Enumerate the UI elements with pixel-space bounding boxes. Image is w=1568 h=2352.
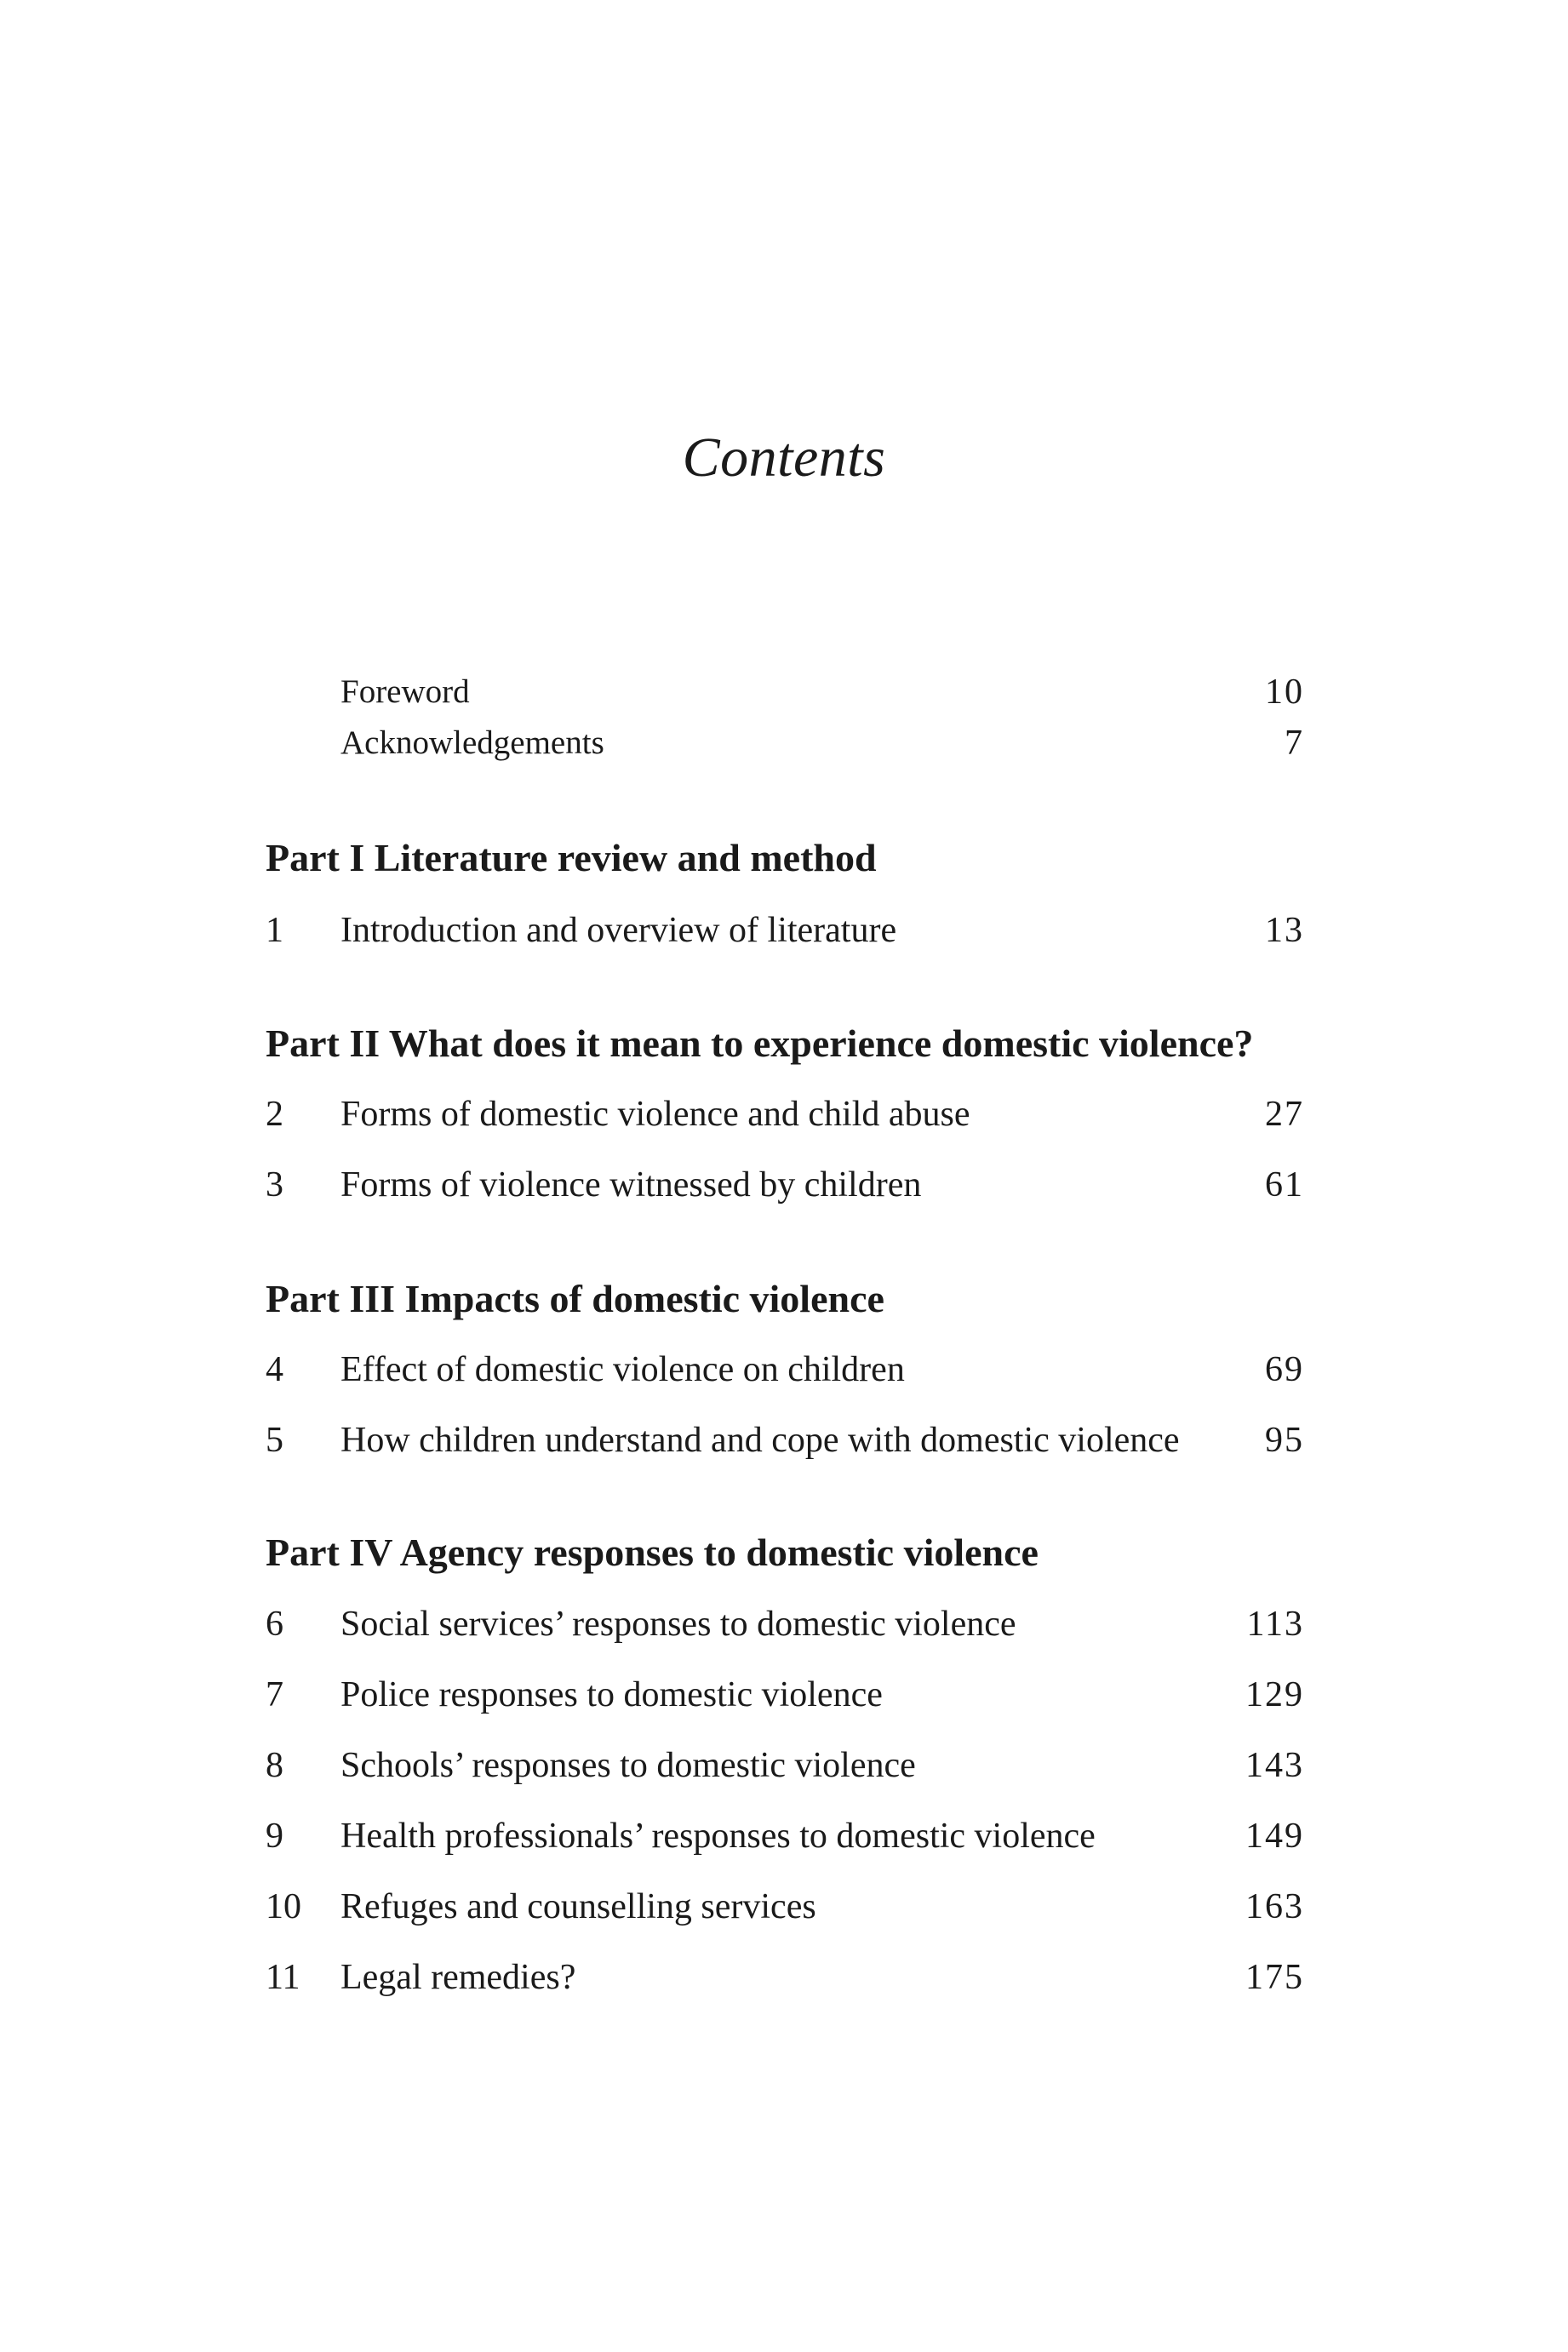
toc-entry-page: 69 [1265,1350,1304,1389]
part-heading-1: Part I Literature review and method [266,836,877,879]
toc-entry-acknowledgements[interactable] [266,718,1304,769]
toc-entry-label: How children understand and cope with domestic violence [340,1421,1180,1460]
toc-entry-page: 95 [1265,1421,1304,1460]
toc-entry-label: Police responses to domestic violence [340,1675,883,1714]
toc-entry-label: Social services’ responses to domestic violence [340,1605,1016,1644]
toc-entry-page: 143 [1245,1746,1304,1785]
toc-entry-page: 149 [1245,1817,1304,1856]
toc-entry-label: Effect of domestic violence on children [340,1350,905,1389]
toc-entry-page: 27 [1265,1095,1304,1134]
toc-entry-page: 13 [1265,911,1304,950]
chapter-number: 10 [266,1887,301,1926]
toc-entry-label: Acknowledgements [340,724,604,761]
toc-entry-label: Forms of violence witnessed by children [340,1165,922,1205]
toc-entry-label: Health professionals’ responses to domestic violence [340,1817,1096,1856]
toc-entry-page: 129 [1245,1675,1304,1714]
part-heading-4: Part IV Agency responses to domestic violence [266,1531,1039,1574]
toc-entry-page: 61 [1265,1165,1304,1205]
toc-entry-chapter-2[interactable] [266,1089,1304,1140]
chapter-number: 3 [266,1165,283,1205]
chapter-number: 6 [266,1605,283,1644]
chapter-number: 2 [266,1095,283,1134]
part-heading-2: Part II What does it mean to experience domestic violence? [266,1021,1254,1065]
toc-entry-chapter-6[interactable] [266,1599,1304,1650]
toc-entry-page: 10 [1265,672,1304,712]
toc-entry-label: Forms of domestic violence and child abuse [340,1095,970,1134]
toc-entry-page: 163 [1245,1887,1304,1926]
chapter-number: 7 [266,1675,283,1714]
toc-entry-foreword[interactable] [266,667,1304,718]
toc-entry-chapter-7[interactable] [266,1669,1304,1720]
chapter-number: 5 [266,1421,283,1460]
toc-entry-chapter-11[interactable] [266,1952,1304,2003]
toc-entry-chapter-10[interactable] [266,1881,1304,1932]
toc-entry-page: 175 [1245,1958,1304,1997]
page-title: Contents [682,426,886,489]
toc-entry-label: Schools’ responses to domestic violence [340,1746,916,1785]
toc-entry-page: 7 [1285,724,1304,763]
toc-entry-page: 113 [1246,1605,1304,1644]
chapter-number: 4 [266,1350,283,1389]
toc-entry-label: Introduction and overview of literature [340,911,897,950]
chapter-number: 9 [266,1817,283,1856]
toc-entry-chapter-5[interactable] [266,1415,1304,1466]
toc-entry-label: Foreword [340,673,470,710]
toc-entry-chapter-4[interactable] [266,1344,1304,1395]
toc-entry-chapter-1[interactable] [266,905,1304,956]
toc-entry-label: Legal remedies? [340,1958,576,1997]
chapter-number: 8 [266,1746,283,1785]
toc-entry-chapter-9[interactable] [266,1811,1304,1862]
chapter-number: 11 [266,1958,300,1997]
toc-entry-label: Refuges and counselling services [340,1887,816,1926]
chapter-number: 1 [266,911,283,950]
toc-entry-chapter-8[interactable] [266,1740,1304,1791]
part-heading-3: Part III Impacts of domestic violence [266,1277,884,1320]
toc-entry-chapter-3[interactable] [266,1159,1304,1210]
